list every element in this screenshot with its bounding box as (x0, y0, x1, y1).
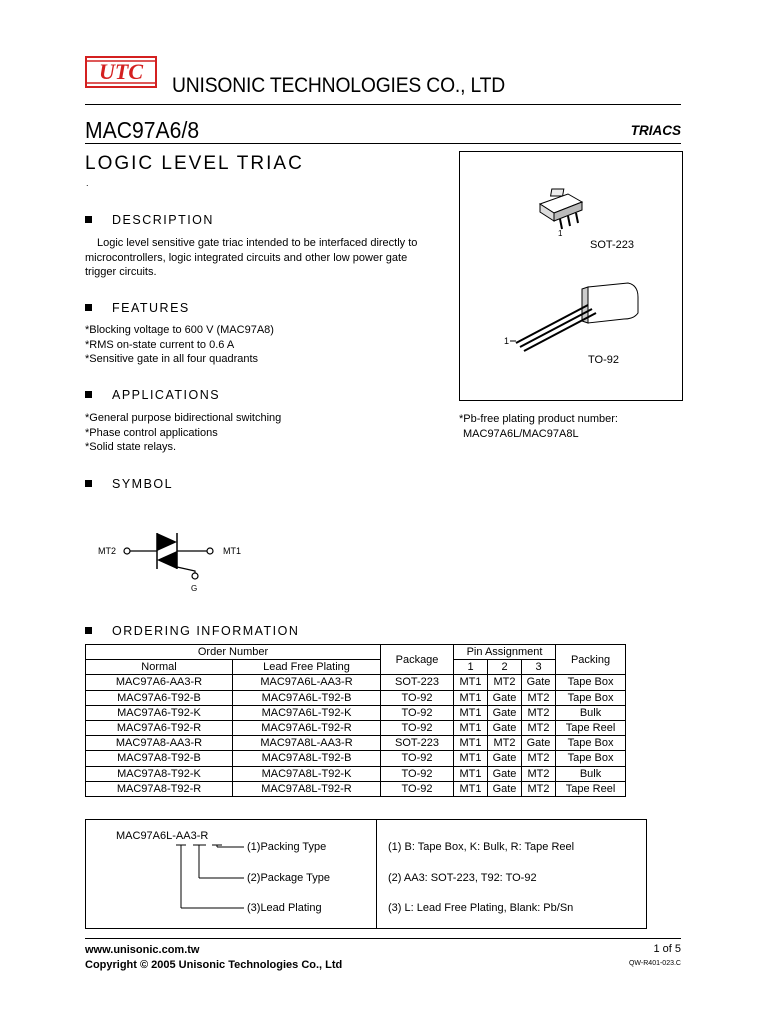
table-row (86, 766, 626, 781)
document-title: LOGIC LEVEL TRIAC (85, 153, 304, 174)
table-cell: TO-92 (381, 705, 454, 720)
symbol-heading: SYMBOL (85, 477, 173, 491)
product-category: TRIACS (630, 123, 681, 138)
table-cell: Tape Box (556, 751, 626, 766)
applications-list (85, 411, 430, 455)
table-cell: MT2 (522, 781, 556, 796)
company-name: UNISONIC TECHNOLOGIES CO., LTD (172, 74, 505, 97)
table-cell: MT1 (454, 690, 488, 705)
package-header: Package (381, 645, 454, 675)
table-row (86, 675, 626, 690)
table-cell: MAC97A6L-T92-K (233, 705, 381, 720)
logo-text: UTC (99, 59, 143, 84)
legend-right-1: (1) B: Tape Box, K: Bulk, R: Tape Reel (388, 841, 575, 853)
ordering-table (85, 644, 626, 797)
to92-pin1-label: 1 (504, 336, 510, 346)
table-cell: SOT-223 (381, 675, 454, 690)
table-cell: MT1 (454, 720, 488, 735)
package-box (459, 151, 683, 401)
bullet-square-icon (85, 480, 92, 487)
table-cell: MT2 (522, 690, 556, 705)
table-cell: Tape Box (556, 675, 626, 690)
legend-left-1: (1)Packing Type (247, 841, 327, 853)
table-cell: Gate (522, 736, 556, 751)
legend-right-2: (2) AA3: SOT-223, T92: TO-92 (388, 872, 537, 884)
document-code: QW-R401-023.C (628, 960, 681, 967)
table-cell: MT2 (522, 720, 556, 735)
sot223-label: SOT-223 (590, 239, 635, 251)
pbfree-line-2: MAC97A6L/MAC97A8L (463, 427, 579, 440)
table-cell: Tape Reel (556, 781, 626, 796)
gate-lead (177, 567, 195, 573)
table-row (86, 690, 626, 705)
list-item: *Blocking voltage to 600 V (MAC97A8) (85, 324, 274, 336)
normal-header: Normal (86, 660, 233, 675)
table-cell: MT1 (454, 751, 488, 766)
diode-lower-icon (157, 551, 177, 569)
pbfree-note (459, 412, 618, 441)
list-item: *Solid state relays. (85, 441, 177, 453)
sot223-pin1-label: 1 (558, 229, 563, 238)
bullet-square-icon (85, 391, 92, 398)
mt2-terminal (124, 548, 130, 554)
table-row (86, 781, 626, 796)
table-cell: Gate (522, 675, 556, 690)
table-cell: TO-92 (381, 751, 454, 766)
table-cell: MT2 (522, 705, 556, 720)
diode-upper-icon (157, 533, 177, 551)
table-cell: MT1 (454, 705, 488, 720)
table-cell: MAC97A8L-AA3-R (233, 736, 381, 751)
table-cell: MAC97A8L-T92-B (233, 751, 381, 766)
table-cell: Bulk (556, 766, 626, 781)
pin3-header: 3 (522, 660, 556, 675)
to92-package-icon (504, 277, 644, 352)
features-heading: FEATURES (85, 301, 190, 315)
table-cell: Gate (488, 751, 522, 766)
legend-leader-lines (172, 840, 252, 916)
table-row (86, 705, 626, 720)
table-cell: Tape Box (556, 690, 626, 705)
table-cell: MAC97A6-T92-R (86, 720, 233, 735)
table-row (86, 751, 626, 766)
gate-label: G (191, 584, 198, 593)
pin-assignment-header: Pin Assignment (454, 645, 556, 660)
pbfree-line-1: *Pb-free plating product number: (459, 413, 618, 425)
table-cell: Gate (488, 781, 522, 796)
bullet-square-icon (85, 304, 92, 311)
table-cell: Bulk (556, 705, 626, 720)
triac-symbol (85, 515, 265, 600)
table-cell: Tape Box (556, 736, 626, 751)
footer-left (85, 943, 342, 972)
table-cell: MT1 (454, 736, 488, 751)
table-cell: TO-92 (381, 766, 454, 781)
table-cell: MAC97A8-T92-B (86, 751, 233, 766)
table-cell: MAC97A6-AA3-R (86, 675, 233, 690)
legend-left-2: (2)Package Type (247, 872, 330, 884)
list-item: *General purpose bidirectional switching (85, 412, 282, 424)
bullet-square-icon (85, 216, 92, 223)
table-cell: Gate (488, 705, 522, 720)
packing-header: Packing (556, 645, 626, 675)
description-paragraph: Logic level sensitive gate triac intended to be interfaced directly to microcontrollers, logic integrated circuits and other low power gate trigger circuits. (85, 237, 418, 278)
table-subheader-row (86, 660, 626, 675)
table-header-row (86, 645, 626, 660)
table-cell: MAC97A8L-T92-K (233, 766, 381, 781)
table-cell: Tape Reel (556, 720, 626, 735)
description-text (85, 236, 430, 280)
table-cell: TO-92 (381, 781, 454, 796)
legend-left-3: (3)Lead Plating (247, 902, 322, 914)
website-link[interactable]: www.unisonic.com.tw (85, 944, 200, 956)
legend-right-3: (3) L: Lead Free Plating, Blank: Pb/Sn (388, 902, 574, 914)
footer-rule (85, 938, 681, 939)
to92-label: TO-92 (588, 354, 619, 366)
table-cell: MAC97A8L-T92-R (233, 781, 381, 796)
utc-logo (85, 56, 157, 88)
table-cell: MT1 (454, 781, 488, 796)
list-item: *RMS on-state current to 0.6 A (85, 338, 235, 351)
part-number-legend (85, 819, 647, 929)
header-rule (85, 104, 681, 105)
part-number: MAC97A6/8 (85, 117, 200, 143)
lead-free-header: Lead Free Plating (233, 660, 381, 675)
table-cell: MAC97A6-T92-K (86, 705, 233, 720)
features-list (85, 323, 430, 367)
copyright-text: Copyright © 2005 Unisonic Technologies Co., Ltd (85, 958, 343, 971)
table-cell: MAC97A6L-T92-R (233, 720, 381, 735)
bullet-square-icon (85, 627, 92, 634)
table-cell: MT2 (522, 766, 556, 781)
table-cell: TO-92 (381, 720, 454, 735)
table-cell: MAC97A8-T92-K (86, 766, 233, 781)
table-cell: Gate (488, 690, 522, 705)
sot223-package-icon (532, 188, 592, 238)
gate-terminal (192, 573, 198, 579)
table-cell: Gate (488, 720, 522, 735)
table-cell: MAC97A8-AA3-R (86, 736, 233, 751)
applications-heading: APPLICATIONS (85, 388, 220, 402)
mt1-label: MT1 (223, 546, 241, 556)
order-number-header: Order Number (86, 645, 381, 660)
legend-divider (376, 820, 377, 928)
pin2-header: 2 (488, 660, 522, 675)
title-rule (85, 143, 681, 144)
table-cell: MT2 (522, 751, 556, 766)
description-heading: DESCRIPTION (85, 213, 214, 227)
table-cell: TO-92 (381, 690, 454, 705)
mt1-terminal (207, 548, 213, 554)
list-item: *Sensitive gate in all four quadrants (85, 353, 259, 365)
mt2-label: MT2 (98, 546, 116, 556)
ordering-heading: ORDERING INFORMATION (85, 624, 299, 638)
table-cell: MT2 (488, 675, 522, 690)
page-number: 1 of 5 (653, 943, 681, 955)
table-cell: MAC97A6L-AA3-R (233, 675, 381, 690)
utc-logo-graphic (85, 56, 157, 88)
table-cell: MAC97A6-T92-B (86, 690, 233, 705)
list-item: *Phase control applications (85, 426, 218, 439)
title-dot: . (86, 178, 89, 188)
table-row (86, 736, 626, 751)
table-cell: MAC97A8-T92-R (86, 781, 233, 796)
table-cell: MT2 (488, 736, 522, 751)
table-cell: MAC97A6L-T92-B (233, 690, 381, 705)
table-cell: MT1 (454, 675, 488, 690)
table-cell: MT1 (454, 766, 488, 781)
legend-example: MAC97A6L-AA3-R (116, 830, 209, 842)
table-row (86, 720, 626, 735)
table-cell: Gate (488, 766, 522, 781)
table-cell: SOT-223 (381, 736, 454, 751)
pin1-header: 1 (454, 660, 488, 675)
